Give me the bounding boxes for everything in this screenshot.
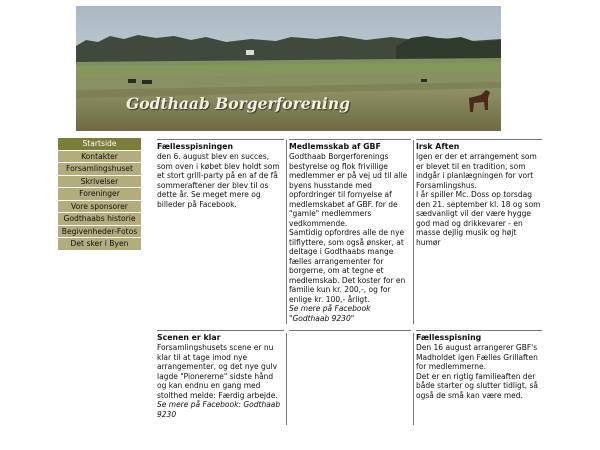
article-title: Scenen er klar xyxy=(157,333,221,342)
article-title: Medlemsskab af GBF xyxy=(289,142,381,151)
article-body: Igen er der et arrangement som er blevet til en tradition, som indgår i planlægningen for vort Forsamlingshus. xyxy=(416,152,537,190)
facebook-link[interactable]: Se mere på Facebook "Godthaab 9230" xyxy=(289,304,371,323)
column-divider xyxy=(413,140,414,324)
article-body: I år spiller Mc. Doss op torsdag den 21. september kl. 18 og som sædvanligt vil der være hygge god mad og drikkevarer - en masse dejlig musik og højt humør xyxy=(416,190,541,247)
article-body: Samtidig opfordres alle de nye tilflyttere, som også ønsker, at deltage i Godthaabs mange fælles arrangementer for borgerne, om at tegne et medlemskab. Det koster for en familie kun kr. 200,-, og for enlige kr. 100,- årligt. xyxy=(289,228,406,304)
article-title: Fællesspisningen xyxy=(157,142,234,151)
column-divider xyxy=(286,140,287,324)
article-empty xyxy=(289,330,411,333)
article-scenen xyxy=(157,330,284,419)
sidebar-nav xyxy=(58,138,141,251)
article-body: Det er en rigtig familieaften der både starter og slutter tidligt, så også de små kan være med. xyxy=(416,371,539,400)
article-body: Godthaab Borgerforenings bestyrelse og flok frivillige medlemmer er på vej ud til alle byens husstande med opfordringer til fornyelse af medlemskabet af GBF. for de "gamle" medlemmers vedkommende. xyxy=(289,152,408,228)
facebook-link[interactable]: Se mere på Facebook: Godthaab 9230 xyxy=(157,400,281,419)
column-divider xyxy=(286,333,287,425)
article-title: Fællesspisning xyxy=(416,333,482,342)
article-body: den 6. august blev en succes, som oven i købet blev holdt som et stort grill-party på en af de få sommeraftener der blev til os dette år. Se meget mere og billeder på Facebook. xyxy=(157,152,280,209)
site-title: Godthaab Borgerforening xyxy=(126,94,350,113)
article-faellesspisningen xyxy=(157,139,284,209)
nav-item-sponsorer[interactable]: Vore sponsorer xyxy=(58,201,141,213)
nav-item-foreninger[interactable]: Foreninger xyxy=(58,188,141,200)
nav-item-forsamlingshuset[interactable]: Forsamlingshuset xyxy=(58,163,141,175)
column-divider xyxy=(413,333,414,425)
header-banner xyxy=(76,6,501,131)
nav-item-skrivelser[interactable]: Skrivelser xyxy=(58,176,141,188)
nav-item-kontakter[interactable]: Kontakter xyxy=(58,151,141,163)
article-body: Forsamlingshusets scene er nu klar til at tage imod nye arrangementer, og det nye gulv lagde "Pionererne" sidste hånd og kan endnu en gang med stolthed melde: Færdig arbejde. xyxy=(157,343,278,400)
article-title: Irsk Aften xyxy=(416,142,460,151)
article-irsk-aften xyxy=(416,139,542,247)
nav-item-begivenheder[interactable]: Begivenheder-Fotos xyxy=(58,226,141,238)
nav-item-startside[interactable]: Startside xyxy=(58,138,141,150)
article-medlemskab xyxy=(289,139,411,323)
article-faellesspisning xyxy=(416,330,542,400)
article-body: Den 16 august arrangerer GBF's Madholdet igen Fælles Grillaften for medlemmerne. xyxy=(416,343,538,371)
nav-item-det-sker[interactable]: Det sker i Byen xyxy=(58,238,141,250)
nav-item-historie[interactable]: Godthaabs historie xyxy=(58,213,141,225)
